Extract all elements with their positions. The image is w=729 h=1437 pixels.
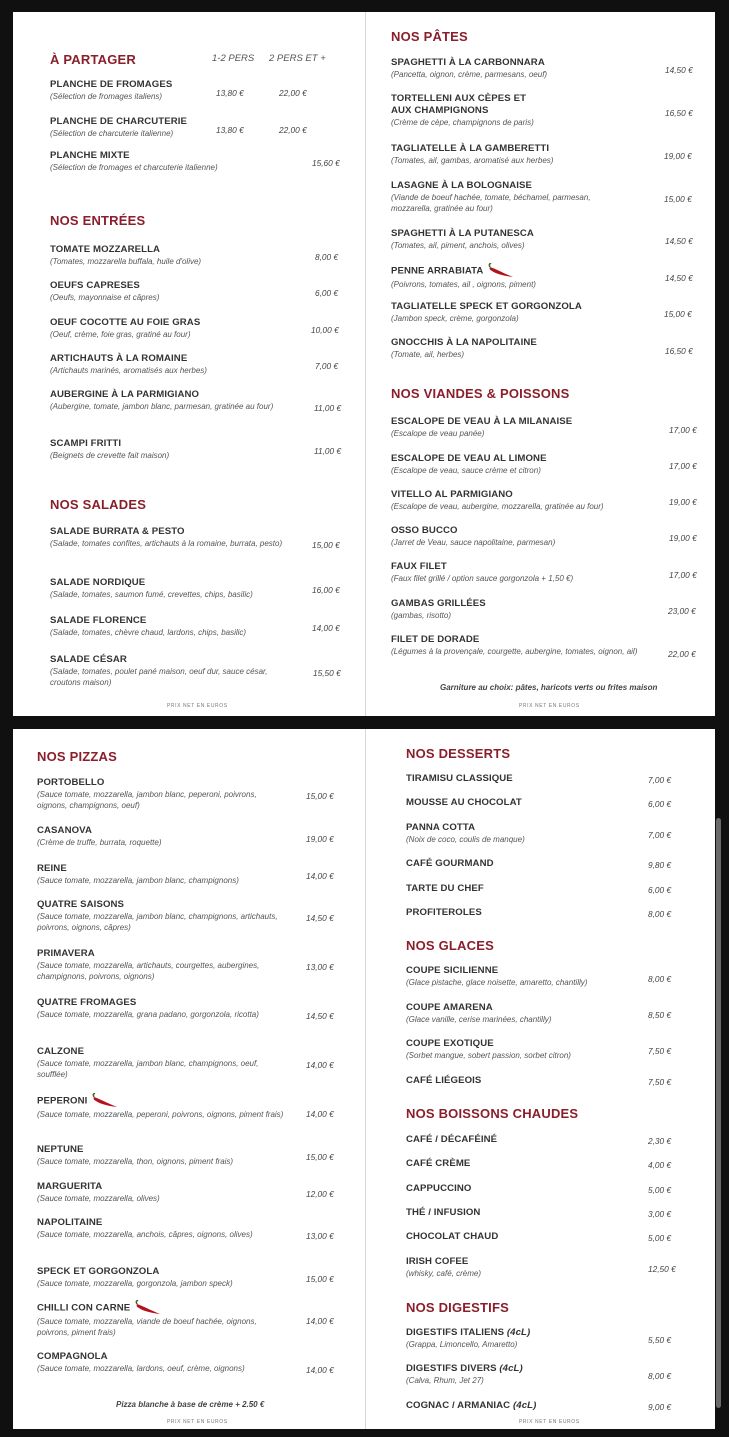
footer-prix-net: PRIX NET EN EUROS <box>167 703 228 709</box>
menu-item <box>406 1183 636 1195</box>
item-price: 19,00 € <box>306 834 334 844</box>
item-description: (Sauce tomate, mozzarella, artichauts, courgettes, aubergines, champignons, poivrons, oignons) <box>37 961 260 981</box>
item-description: (Glace vanille, cerise marinées, chantilly) <box>406 1015 552 1024</box>
item-price: 14,00 € <box>312 623 340 633</box>
item-name: DIGESTIFS DIVERS <box>406 1363 497 1374</box>
item-name: ARTICHAUTS À LA ROMAINE <box>50 353 188 364</box>
item-description: (Escalope de veau, sauce crème et citron) <box>391 466 541 475</box>
item-name: ESCALOPE DE VEAU AL LIMONE <box>391 453 547 464</box>
item-name: TAGLIATELLE SPECK ET GORGONZOLA <box>391 301 582 312</box>
item-name: CAFÉ CRÈME <box>406 1158 471 1169</box>
item-price: 6,00 € <box>648 799 672 809</box>
menu-item <box>50 317 300 340</box>
item-name: NAPOLITAINE <box>37 1217 103 1228</box>
item-name: CHOCOLAT CHAUD <box>406 1231 499 1242</box>
item-name: COUPE EXOTIQUE <box>406 1038 494 1049</box>
item-description: (Glace pistache, glace noisette, amaretto, chantilly) <box>406 978 588 987</box>
menu-item <box>37 1093 287 1120</box>
menu-item <box>406 797 636 809</box>
menu-item <box>406 1158 636 1170</box>
menu-item <box>406 773 636 785</box>
chili-pepper-icon <box>134 1300 162 1316</box>
item-price: 4,00 € <box>648 1160 672 1170</box>
item-price: 15,00 € <box>664 194 692 204</box>
item-price: 6,00 € <box>648 885 672 895</box>
scrollbar-thumb[interactable] <box>716 818 721 1408</box>
chili-pepper-icon <box>91 1093 119 1109</box>
item-description: (Tomates, ail, gambas, aromatisé aux herbes) <box>391 156 554 165</box>
item-name: CALZONE <box>37 1046 85 1057</box>
item-price: 23,00 € <box>668 606 696 616</box>
item-name: SPECK ET GORGONZOLA <box>37 1266 160 1277</box>
item-description: (Viande de boeuf hachée, tomate, béchamel, parmesan, mozzarella, gratinée au four) <box>391 193 591 213</box>
item-price: 7,00 € <box>648 830 672 840</box>
item-price: 14,50 € <box>306 913 334 923</box>
item-name: FAUX FILET <box>391 561 447 572</box>
menu-item <box>406 822 636 845</box>
item-name: QUATRE FROMAGES <box>37 997 137 1008</box>
item-price: 14,00 € <box>306 1060 334 1070</box>
item-name: CAFÉ LIÉGEOIS <box>406 1075 482 1086</box>
footer-prix-net: PRIX NET EN EUROS <box>167 1419 228 1425</box>
chili-pepper-icon <box>487 263 515 279</box>
item-description: (Sélection de charcuterie italienne) <box>50 129 174 138</box>
menu-item <box>50 280 300 303</box>
item-price-2-plus: 22,00 € <box>279 125 307 135</box>
menu-item <box>50 353 300 376</box>
menu-item <box>50 615 308 638</box>
menu-item <box>37 948 277 982</box>
item-description: (Tomates, mozzarella buffala, huile d'olive) <box>50 257 202 266</box>
item-price: 15,60 € <box>312 158 340 168</box>
item-price: 2,30 € <box>648 1136 672 1146</box>
item-name: PLANCHE MIXTE <box>50 150 130 161</box>
item-price: 15,00 € <box>664 309 692 319</box>
section-title-partager: À PARTAGER <box>50 52 137 67</box>
menu-item <box>37 1217 277 1240</box>
menu-item <box>406 1363 636 1386</box>
item-description: (Sauce tomate, mozzarella, jambon blanc, champignons, artichauts, poivrons, oignons, câpres) <box>37 912 278 932</box>
item-description: (Sauce tomate, mozzarella, jambon blanc, champignons, oeuf, soufflée) <box>37 1059 259 1079</box>
item-description: (Artichauts marinés, aromatisés aux herbes) <box>50 366 207 375</box>
item-price: 15,00 € <box>306 1152 334 1162</box>
menu-item <box>391 143 646 166</box>
item-description: (Crème de cèpe, champignons de paris) <box>391 118 534 127</box>
item-price: 11,00 € <box>314 446 342 456</box>
page-divider <box>365 12 366 716</box>
item-price: 16,50 € <box>665 346 693 356</box>
item-price: 14,50 € <box>665 273 693 283</box>
menu-item <box>391 598 651 621</box>
item-price: 9,00 € <box>648 1402 672 1412</box>
menu-page-2 <box>13 729 715 1429</box>
menu-item <box>37 1181 287 1204</box>
item-description: (Sauce tomate, mozzarella, jambon blanc, champignons) <box>37 876 239 885</box>
item-price: 11,00 € <box>314 403 342 413</box>
menu-item <box>37 899 287 933</box>
item-name: OEUFS CAPRESES <box>50 280 140 291</box>
item-description: (Sauce tomate, mozzarella, anchois, câpres, oignons, olives) <box>37 1230 253 1239</box>
menu-item <box>406 1038 636 1061</box>
menu-item <box>391 93 646 128</box>
item-name: COUPE AMARENA <box>406 1002 493 1013</box>
menu-item <box>391 453 651 476</box>
item-price: 7,50 € <box>648 1046 672 1056</box>
item-price: 16,50 € <box>665 108 693 118</box>
item-name: REINE <box>37 863 67 874</box>
item-price: 6,00 € <box>315 288 339 298</box>
item-name: PLANCHE DE FROMAGES <box>50 79 173 90</box>
menu-item <box>391 337 646 360</box>
item-name: PRIMAVERA <box>37 948 95 959</box>
section-title-glaces: NOS GLACES <box>406 938 494 953</box>
item-price: 7,50 € <box>648 1077 672 1087</box>
header-2-pers-plus: 2 PERS ET + <box>269 53 326 64</box>
item-description: (Faux filet grillé / option sauce gorgonzola + 1,50 €) <box>391 574 574 583</box>
menu-item <box>406 1256 636 1279</box>
item-name: COUPE SICILIENNE <box>406 965 499 976</box>
item-description: (Sauce tomate, mozzarella, lardons, oeuf, crème, oignons) <box>37 1364 245 1373</box>
item-description: (Poivrons, tomates, ail , oignons, piment) <box>391 280 536 289</box>
item-description: (Jarret de Veau, sauce napolitaine, parmesan) <box>391 538 556 547</box>
item-description: (Pancetta, oignon, crème, parmesans, oeuf) <box>391 70 548 79</box>
item-price: 19,00 € <box>669 497 697 507</box>
item-name: PORTOBELLO <box>37 777 105 788</box>
menu-item <box>391 301 646 324</box>
item-name: VITELLO AL PARMIGIANO <box>391 489 513 500</box>
menu-item <box>50 438 300 461</box>
section-title-pates: NOS PÂTES <box>391 29 468 44</box>
item-price: 14,50 € <box>665 236 693 246</box>
item-name: NEPTUNE <box>37 1144 84 1155</box>
item-name: MOUSSE AU CHOCOLAT <box>406 797 522 808</box>
item-description: (Jambon speck, crème, gorgonzola) <box>391 314 519 323</box>
item-price-1-2: 13,80 € <box>216 88 244 98</box>
item-name: PEPERONI <box>37 1095 88 1107</box>
item-price: 22,00 € <box>668 649 696 659</box>
item-name-row <box>37 1093 287 1109</box>
item-price: 8,50 € <box>648 1010 672 1020</box>
item-name: QUATRE SAISONS <box>37 899 125 910</box>
item-price: 14,50 € <box>306 1011 334 1021</box>
item-name: GNOCCHIS À LA NAPOLITAINE <box>391 337 537 348</box>
item-name: CAFÉ GOURMAND <box>406 858 494 869</box>
menu-item <box>37 1266 287 1289</box>
menu-item <box>50 526 295 549</box>
menu-item <box>37 1046 287 1080</box>
item-name: PENNE ARRABIATA <box>391 265 484 277</box>
item-price: 8,00 € <box>315 252 339 262</box>
item-price: 10,00 € <box>311 325 339 335</box>
item-price: 12,50 € <box>648 1264 676 1274</box>
item-description: (Tomate, ail, herbes) <box>391 350 465 359</box>
item-price-2-plus: 22,00 € <box>279 88 307 98</box>
item-description: (Sauce tomate, mozzarella, thon, oignons, piment frais) <box>37 1157 234 1166</box>
menu-item <box>37 1351 262 1374</box>
menu-item <box>406 1231 636 1243</box>
item-name: SPAGHETTI À LA PUTANESCA <box>391 228 534 239</box>
item-name: CAPPUCCINO <box>406 1183 472 1194</box>
item-description: (Grappa, Limoncello, Amaretto) <box>406 1340 518 1349</box>
item-price: 14,00 € <box>306 1365 334 1375</box>
item-name: SCAMPI FRITTI <box>50 438 122 449</box>
item-price: 12,00 € <box>306 1189 334 1199</box>
item-name: TOMATE MOZZARELLA <box>50 244 161 255</box>
item-price: 17,00 € <box>669 570 697 580</box>
item-description: (gambas, risotto) <box>391 611 452 620</box>
item-description: (Crème de truffe, burrata, roquette) <box>37 838 162 847</box>
item-description: (Escalope de veau, aubergine, mozzarella, gratinée au four) <box>391 502 604 511</box>
item-description: (Beignets de crevette fait maison) <box>50 451 170 460</box>
menu-page-1 <box>13 12 715 716</box>
item-description: (whisky, café, crème) <box>406 1269 481 1278</box>
item-description: (Sauce tomate, mozzarella, olives) <box>37 1194 160 1203</box>
item-price: 19,00 € <box>664 151 692 161</box>
item-name: SALADE FLORENCE <box>50 615 147 626</box>
item-name: MARGUERITA <box>37 1181 103 1192</box>
item-description: (Calva, Rhum, Jet 27) <box>406 1376 484 1385</box>
menu-item <box>406 965 641 988</box>
item-quantity: (4cL) <box>499 1363 523 1374</box>
item-description: (Salade, tomates confites, artichauts à la romaine, burrata, pesto) <box>50 539 283 548</box>
item-description: (Tomates, ail, piment, anchois, olives) <box>391 241 525 250</box>
item-quantity: (4cL) <box>512 1400 537 1411</box>
item-description: (Oeufs, mayonnaise et câpres) <box>50 293 160 302</box>
item-name: TARTE DU CHEF <box>406 883 484 894</box>
item-name: COMPAGNOLA <box>37 1351 108 1362</box>
right-column <box>391 12 711 716</box>
item-price: 8,00 € <box>648 909 672 919</box>
menu-item <box>406 1002 636 1025</box>
item-description: (Sauce tomate, mozzarella, jambon blanc, peperoni, poivrons, oignons, champignons, oeuf) <box>37 790 257 810</box>
menu-item <box>50 654 295 688</box>
menu-item <box>406 1327 636 1350</box>
item-name: PLANCHE DE CHARCUTERIE <box>50 116 188 127</box>
item-name: AUBERGINE À LA PARMIGIANO <box>50 389 200 400</box>
item-price-1-2: 13,80 € <box>216 125 244 135</box>
left-column <box>50 12 360 716</box>
menu-item <box>391 57 646 80</box>
item-description: (Salade, tomates, poulet pané maison, oeuf dur, sauce césar, croutons maison) <box>50 667 268 687</box>
item-price: 13,00 € <box>306 1231 334 1241</box>
item-name: SALADE CÉSAR <box>50 654 127 665</box>
item-name: CHILLI CON CARNE <box>37 1302 131 1314</box>
item-price: 17,00 € <box>669 461 697 471</box>
item-name-row <box>391 263 646 279</box>
section-title-entrees: NOS ENTRÉES <box>50 213 146 228</box>
item-name: SPAGHETTI À LA CARBONNARA <box>391 57 545 68</box>
section-title-desserts: NOS DESSERTS <box>406 746 511 761</box>
menu-item <box>406 1207 636 1219</box>
item-name: SALADE BURRATA & PESTO <box>50 526 185 537</box>
menu-item <box>406 883 636 895</box>
item-name: FILET DE DORADE <box>391 634 480 645</box>
section-title-pizzas: NOS PIZZAS <box>37 749 118 764</box>
footer-prix-net: PRIX NET EN EUROS <box>519 703 580 709</box>
item-price: 5,50 € <box>648 1335 672 1345</box>
item-price: 5,00 € <box>648 1233 672 1243</box>
item-price: 9,80 € <box>648 860 672 870</box>
item-name: TORTELLENI AUX CÈPES ET <box>391 93 527 104</box>
item-name: DIGESTIFS ITALIENS <box>406 1327 505 1338</box>
menu-item <box>391 228 646 251</box>
item-description: (Sauce tomate, mozzarella, viande de boeuf hachée, oignons, poivrons, piment frais) <box>37 1317 257 1337</box>
vertical-scrollbar[interactable] <box>716 818 722 1408</box>
item-description: (Légumes à la provençale, courgette, aubergine, tomates, oignon, ail) <box>391 647 638 656</box>
item-name-line-2: AUX CHAMPIGNONS <box>391 105 489 116</box>
item-description: (Oeuf, crème, foie gras, gratiné au four) <box>50 330 191 339</box>
menu-item <box>37 825 277 848</box>
garniture-note: Garniture au choix: pâtes, haricots verts ou frites maison <box>440 683 658 692</box>
menu-item <box>391 489 656 512</box>
item-description: (Aubergine, tomate, jambon blanc, parmesan, gratinée au four) <box>50 402 274 411</box>
menu-item <box>391 525 651 548</box>
item-price: 15,00 € <box>312 540 340 550</box>
item-description: (Sélection de fromages et charcuterie italienne) <box>50 163 218 172</box>
item-name: GAMBAS GRILLÉES <box>391 598 486 609</box>
menu-item <box>37 1144 287 1167</box>
item-name-row <box>37 1300 277 1316</box>
item-price: 14,00 € <box>306 1316 334 1326</box>
item-price: 13,00 € <box>306 962 334 972</box>
item-price: 5,00 € <box>648 1185 672 1195</box>
section-title-boissons: NOS BOISSONS CHAUDES <box>406 1106 579 1121</box>
section-title-viandes: NOS VIANDES & POISSONS <box>391 386 570 401</box>
item-name: SALADE NORDIQUE <box>50 577 146 588</box>
item-price: 15,00 € <box>306 1274 334 1284</box>
item-name-row <box>406 1327 636 1339</box>
item-name-row <box>406 1363 636 1375</box>
item-name: OEUF COCOTTE AU FOIE GRAS <box>50 317 201 328</box>
menu-item <box>391 561 651 584</box>
right-column <box>406 729 706 1429</box>
page-divider <box>365 729 366 1429</box>
item-description: (Salade, tomates, chèvre chaud, lardons, chips, basilic) <box>50 628 247 637</box>
menu-item <box>37 997 282 1020</box>
item-name: ESCALOPE DE VEAU À LA MILANAISE <box>391 416 573 427</box>
item-name: COGNAC / ARMANIAC <box>406 1400 511 1411</box>
item-description: (Sorbet mangue, sobert passion, sorbet citron) <box>406 1051 571 1060</box>
item-name: THÉ / INFUSION <box>406 1207 481 1218</box>
header-1-2-pers: 1-2 PERS <box>212 53 255 64</box>
item-price: 7,00 € <box>648 775 672 785</box>
menu-item <box>37 1300 277 1338</box>
item-price: 8,00 € <box>648 974 672 984</box>
menu-item <box>50 150 350 173</box>
menu-item <box>391 634 649 657</box>
menu-item <box>50 577 308 600</box>
menu-item <box>406 1134 636 1146</box>
item-price: 8,00 € <box>648 1371 672 1381</box>
item-price: 14,50 € <box>665 65 693 75</box>
menu-item <box>406 1400 636 1412</box>
section-title-salades: NOS SALADES <box>50 497 147 512</box>
menu-item <box>37 863 292 886</box>
menu-item <box>50 244 300 267</box>
item-price: 17,00 € <box>669 425 697 435</box>
menu-item <box>406 907 636 919</box>
footer-prix-net: PRIX NET EN EUROS <box>519 1419 580 1425</box>
menu-item <box>391 416 651 439</box>
item-price: 14,00 € <box>306 871 334 881</box>
left-column <box>37 729 357 1429</box>
pizza-blanche-note: Pizza blanche à base de crème + 2.50 € <box>116 1400 265 1409</box>
item-name-row <box>406 1400 636 1412</box>
item-name: CASANOVA <box>37 825 92 836</box>
item-price: 3,00 € <box>648 1209 672 1219</box>
item-name: TAGLIATELLE À LA GAMBERETTI <box>391 143 550 154</box>
item-price: 16,00 € <box>312 585 340 595</box>
item-price: 19,00 € <box>669 533 697 543</box>
menu-item <box>50 389 298 412</box>
menu-item <box>391 263 646 290</box>
section-title-digestifs: NOS DIGESTIFS <box>406 1300 510 1315</box>
item-name: OSSO BUCCO <box>391 525 458 536</box>
item-name: IRISH COFEE <box>406 1256 469 1267</box>
item-quantity: (4cL) <box>506 1327 531 1338</box>
item-name: LASAGNE À LA BOLOGNAISE <box>391 180 533 191</box>
item-description: (Escalope de veau panée) <box>391 429 485 438</box>
menu-item <box>406 1075 636 1087</box>
menu-item <box>37 777 277 811</box>
item-name: PANNA COTTA <box>406 822 476 833</box>
item-description: (Salade, tomates, saumon fumé, crevettes, chips, basilic) <box>50 590 253 599</box>
item-description: (Noix de coco, coulis de manque) <box>406 835 525 844</box>
item-description: (Sélection de fromages italiens) <box>50 92 163 101</box>
item-description: (Sauce tomate, mozzarella, grana padano, gorgonzola, ricotta) <box>37 1010 259 1019</box>
item-price: 15,50 € <box>313 668 341 678</box>
menu-item <box>391 180 631 214</box>
item-name: CAFÉ / DÉCAFÉINÉ <box>406 1134 498 1145</box>
menu-item <box>406 858 636 870</box>
item-name: TIRAMISU CLASSIQUE <box>406 773 513 784</box>
item-price: 15,00 € <box>306 791 334 801</box>
item-price: 7,00 € <box>315 361 339 371</box>
item-description: (Sauce tomate, mozzarella, peperoni, poivrons, oignons, piment frais) <box>37 1110 284 1119</box>
item-description: (Sauce tomate, mozzarella, gorgonzola, jambon speck) <box>37 1279 233 1288</box>
item-name: PROFITEROLES <box>406 907 482 918</box>
item-price: 14,00 € <box>306 1109 334 1119</box>
